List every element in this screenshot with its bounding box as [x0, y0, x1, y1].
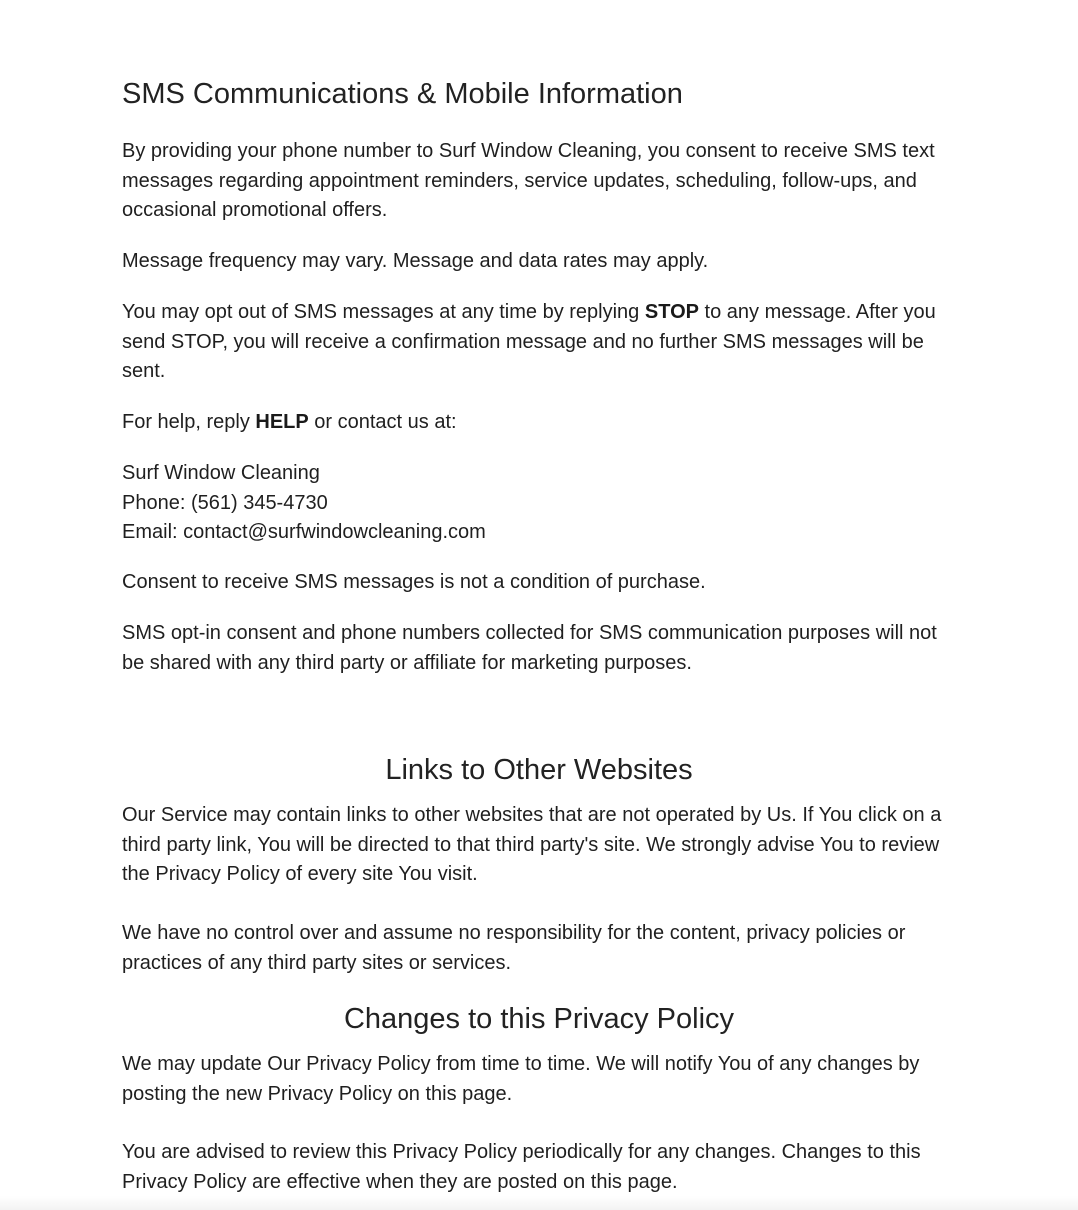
help-keyword: HELP [255, 411, 309, 433]
stop-keyword: STOP [644, 301, 699, 323]
sms-condition-paragraph: Consent to receive SMS messages is not a condition of purchase. [122, 571, 706, 593]
sms-consent-paragraph: By providing your phone number to Surf Window Cleaning, you consent to receive SMS text messages regarding appointment reminders, service updates, scheduling, follow-ups, and occasional promotional offers. [122, 140, 935, 221]
sms-frequency-paragraph: Message frequency may vary. Message and data rates may apply. [122, 250, 709, 272]
optout-text-after: to any message. After you send STOP, you will receive a confirmation message and no further SMS messages will be sent. [122, 301, 936, 382]
help-text-after: or contact us at: [308, 411, 457, 433]
links-paragraph-2: We have no control over and assume no responsibility for the content, privacy policies or practices of any third party sites or services. [122, 922, 906, 974]
optout-text-before: You may opt out of SMS messages at any time by replying [122, 301, 645, 323]
bottom-edge-shadow [0, 1196, 1078, 1210]
changes-paragraph-2: You are advised to review this Privacy Policy periodically for any changes. Changes to this Privacy Policy are effective when they are posted on this page. [122, 1141, 921, 1193]
contact-company: Surf Window Cleaning [122, 462, 320, 484]
changes-section-heading: Changes to this Privacy Policy [343, 1003, 735, 1035]
contact-email: Email: contact@surfwindowcleaning.com [122, 521, 486, 543]
contact-phone: Phone: (561) 345-4730 [122, 491, 328, 514]
links-section-heading: Links to Other Websites [385, 754, 693, 786]
sms-optout-paragraph [122, 298, 956, 387]
help-text-before: For help, reply [122, 411, 256, 433]
sms-sharing-paragraph: SMS opt-in consent and phone numbers collected for SMS communication purposes will not be shared with any third party or affiliate for marketing purposes. [122, 622, 937, 674]
sms-section-heading: SMS Communications & Mobile Information [122, 78, 683, 110]
links-paragraph-1: Our Service may contain links to other websites that are not operated by Us. If You click on a third party link, You will be directed to that third party's site. We strongly advise You to review the Privacy Policy of every site You visit. [122, 804, 942, 885]
contact-block [122, 459, 956, 548]
sms-help-paragraph [122, 408, 956, 438]
changes-paragraph-1: We may update Our Privacy Policy from time to time. We will notify You of any changes by posting the new Privacy Policy on this page. [122, 1053, 920, 1105]
